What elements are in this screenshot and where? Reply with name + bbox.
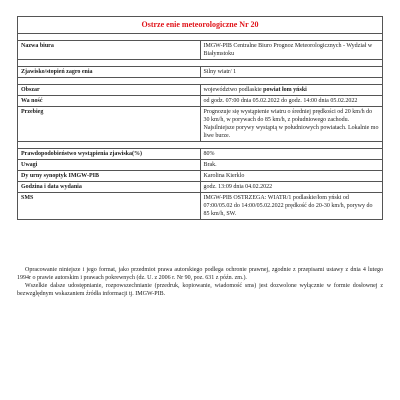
- course-value: Prognozuje się wystąpienie wiatru o średniej prędkości od 20 km/h do 30 km/h, w porywach do 85 km/h, z południowego zachodu. Najsilniejsze porywy wystąpią w południowych powiatach. Lokalnie mo liwe burze.: [200, 107, 383, 142]
- row-sms: [18, 193, 383, 220]
- validity-label: Wa ność: [18, 96, 201, 107]
- row-forecaster: [18, 171, 383, 182]
- office-value: IMGW-PIB Centralne Biuro Prognoz Meteorologicznych - Wydział w Białymstoku: [200, 41, 383, 60]
- copyright-paragraph: Opracowanie niniejsze i jego format, jako przedmiot prawa autorskiego podlega ochronie prawnej, zgodnie z przepisami ustawy z dnia 4 lutego 1994r o prawie autorskim i prawach pokrewnych (dz. U. z 2006 r. Nr 90, poz. 631 z późn. zm.).: [17, 267, 383, 281]
- row-probability: [18, 149, 383, 160]
- warning-table: [17, 16, 383, 220]
- area-value: [200, 85, 383, 96]
- warning-title: Ostrze enie meteorologiczne Nr 20: [18, 17, 383, 34]
- issued-label: Godzina i data wydania: [18, 182, 201, 193]
- phenomenon-value: Silny wiatr/ 1: [200, 67, 383, 78]
- row-remarks: [18, 160, 383, 171]
- row-area: [18, 85, 383, 96]
- row-office: [18, 41, 383, 60]
- row-issued: [18, 182, 383, 193]
- spacer-row: [18, 34, 383, 41]
- area-value-county: powiat łom yński: [263, 87, 307, 93]
- spacer-row: [18, 78, 383, 85]
- course-label: Przebieg: [18, 107, 201, 142]
- validity-value: od godz. 07:00 dnia 05.02.2022 do godz. 14:00 dnia 05.02.2022: [200, 96, 383, 107]
- area-label: Obszar: [18, 85, 201, 96]
- phenomenon-label: Zjawisko/stopień zagro enia: [18, 67, 201, 78]
- spacer-row: [18, 60, 383, 67]
- issued-value: godz. 13:09 dnia 04.02.2022: [200, 182, 383, 193]
- forecaster-label: Dy urny synoptyk IMGW-PIB: [18, 171, 201, 182]
- row-validity: [18, 96, 383, 107]
- distribution-paragraph: Wszelkie dalsze udostępnianie, rozpowszechnianie (przedruk, kopiowanie, wiadomość sms) jest dozwolone wyłącznie w formie dosłownej z bezwzględnym wskazaniem źródła informacji tj. IMGW-PIB.: [17, 283, 383, 297]
- sms-value: IMGW-PIB OSTRZEGA: WIATR/1 podlaskie/łom yński od 07:00/05.02 do 14:00/05.02.2022 prędkość do 20-30 km/h, porywy do 85 km/h, SW.: [200, 193, 383, 220]
- forecaster-value: Karolina Kierklo: [200, 171, 383, 182]
- office-label: Nazwa biura: [18, 41, 201, 60]
- row-course: [18, 107, 383, 142]
- sms-label: SMS: [18, 193, 201, 220]
- row-phenomenon: [18, 67, 383, 78]
- remarks-value: Brak.: [200, 160, 383, 171]
- probability-label: Prawdopodobieństwo wystąpienia zjawiska(%): [18, 149, 201, 160]
- spacer-row: [18, 142, 383, 149]
- remarks-label: Uwagi: [18, 160, 201, 171]
- copyright-note: [17, 266, 383, 298]
- area-value-prefix: województwo podlaskie: [203, 87, 264, 93]
- probability-value: 80%: [200, 149, 383, 160]
